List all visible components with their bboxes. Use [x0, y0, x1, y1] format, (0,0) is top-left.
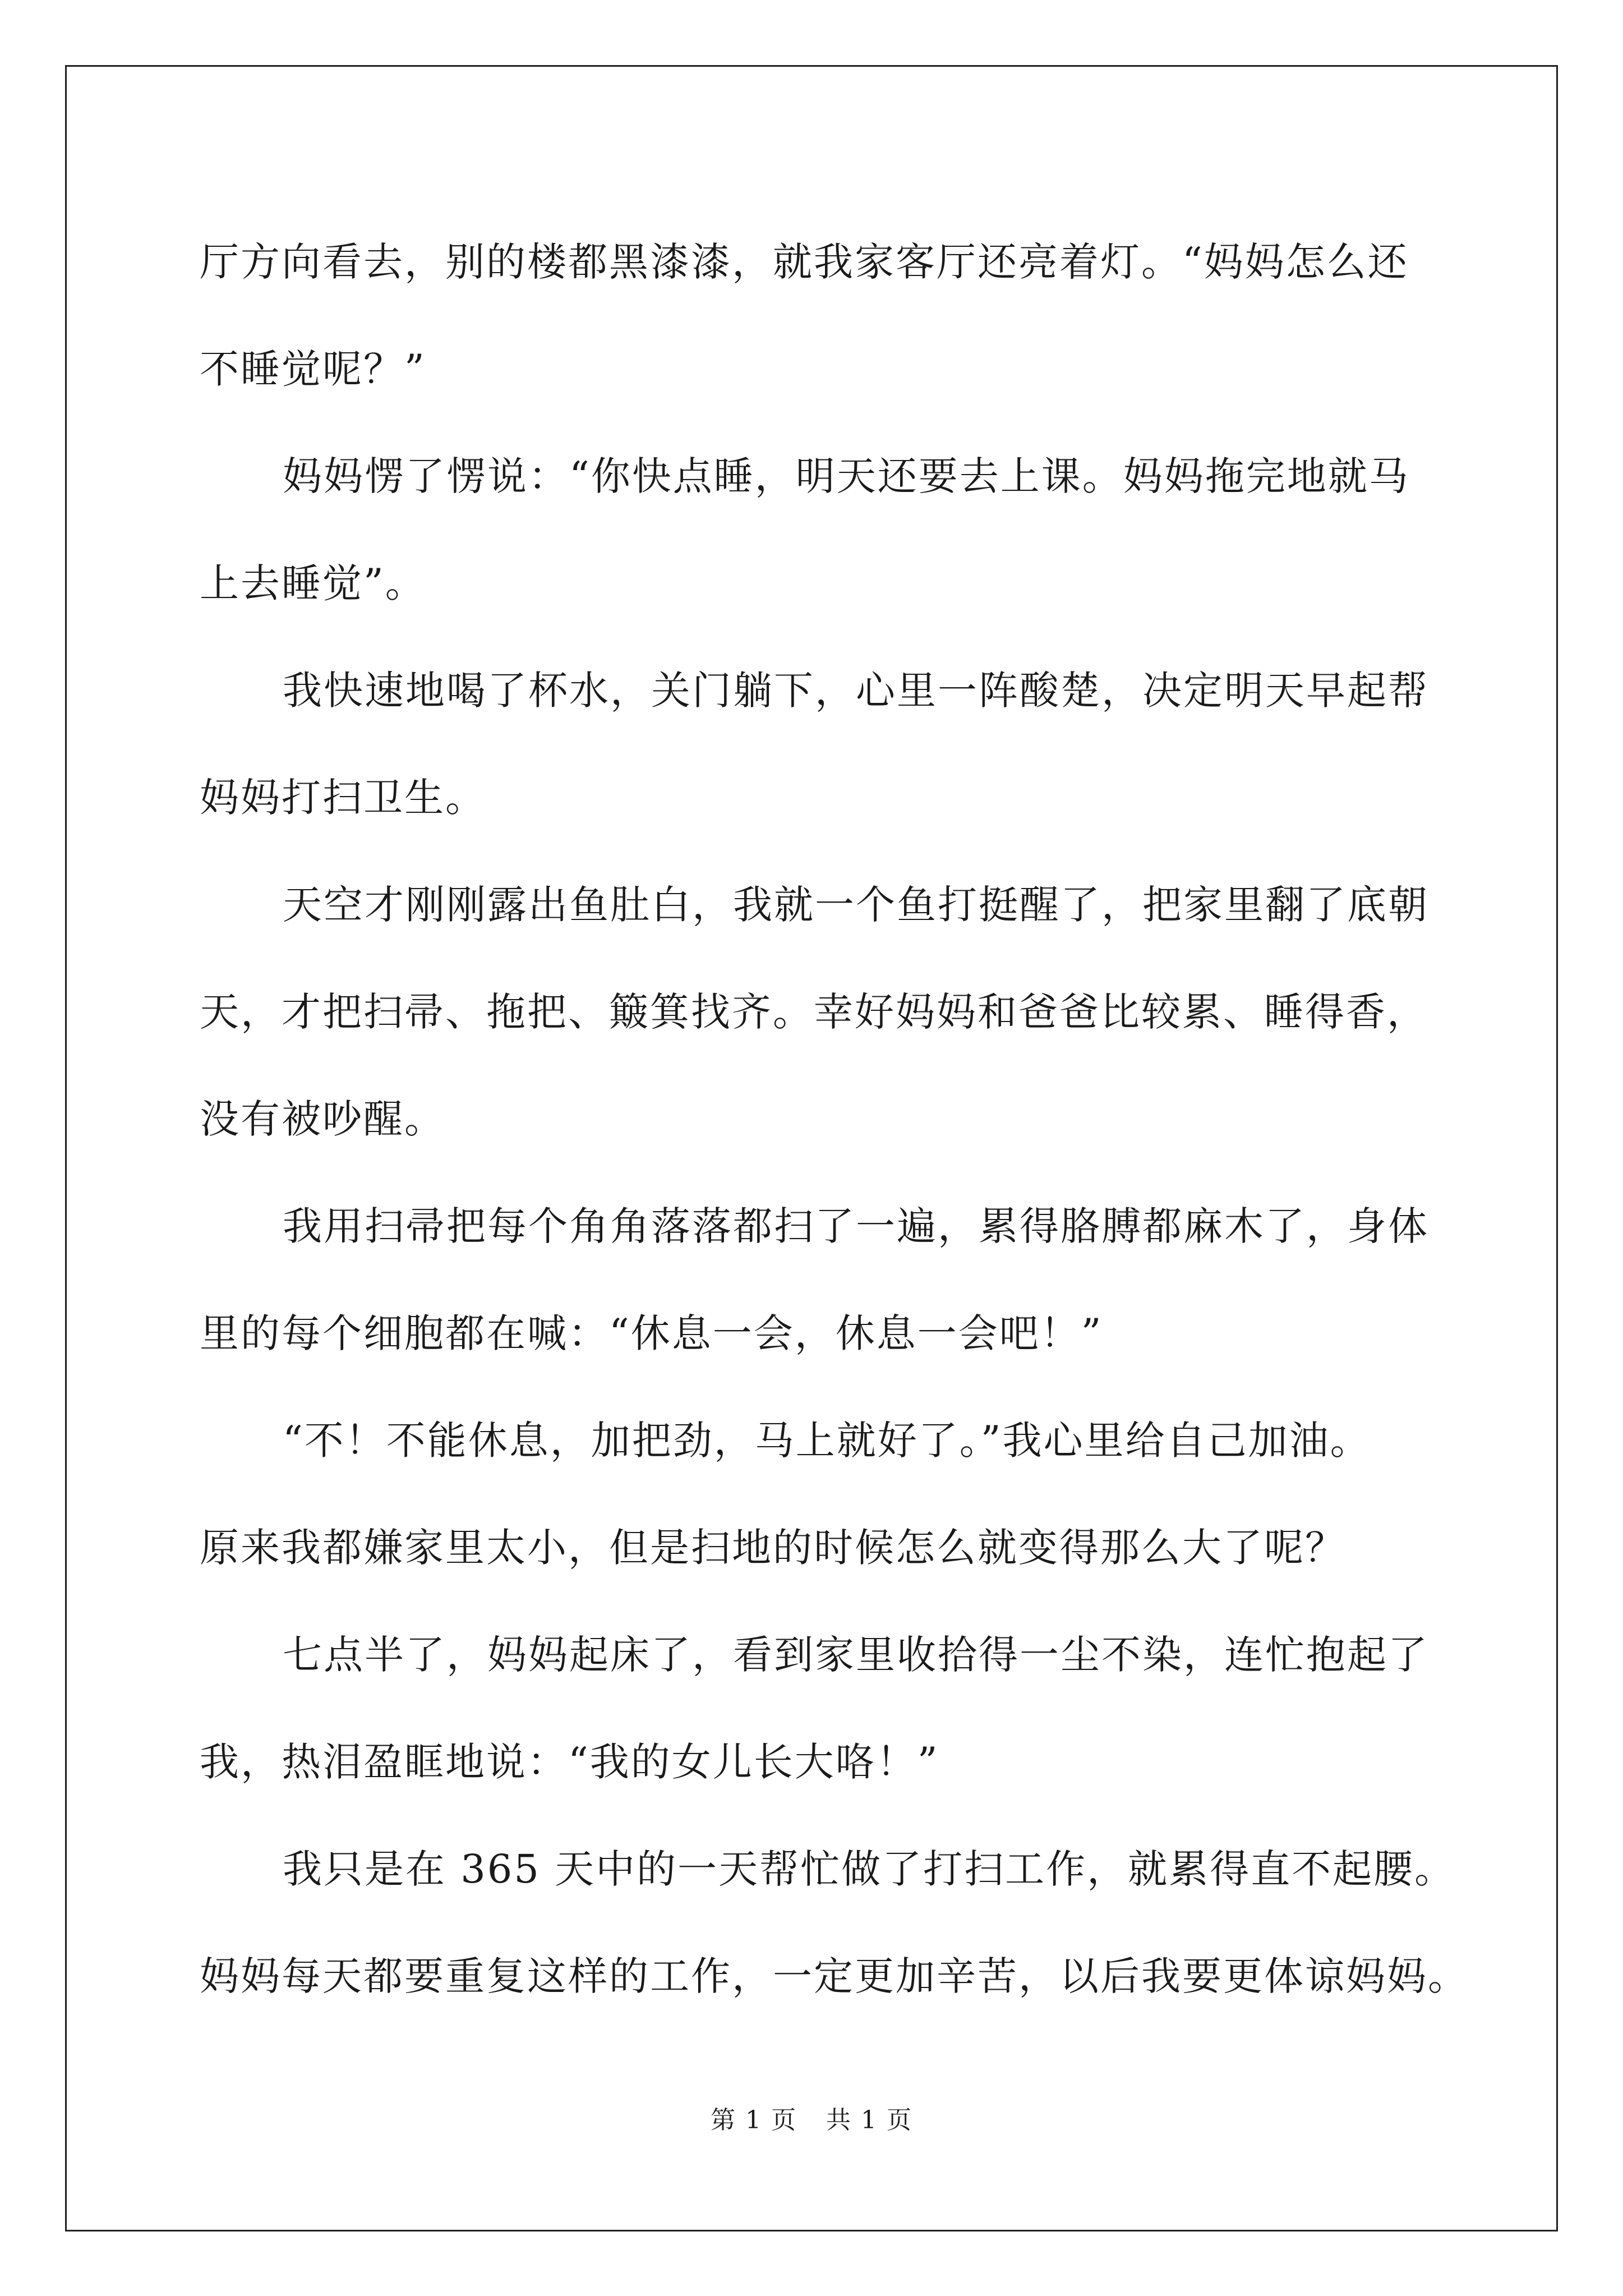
paragraph — [200, 1387, 1439, 1602]
paragraph — [200, 209, 1439, 423]
text-line: 妈妈每天都要重复这样的工作，一定更加辛苦，以后我要更体谅妈妈。 — [200, 1953, 1469, 1999]
text-line: 厅方向看去，别的楼都黑漆漆，就我家客厅还亮着灯。“妈妈怎么还 — [200, 239, 1409, 285]
paragraph — [200, 637, 1439, 852]
text-line: 妈妈愣了愣说：“你快点睡，明天还要去上课。妈妈拖完地就马 — [283, 453, 1410, 499]
paragraph — [200, 1173, 1439, 1387]
paragraph — [200, 423, 1439, 637]
text-line: 原来我都嫌家里太小，但是扫地的时候怎么就变得那么大了呢？ — [200, 1525, 1346, 1571]
page-number: 第 1 页 — [711, 2106, 797, 2134]
page-total: 共 1 页 — [826, 2106, 912, 2134]
text-line: 七点半了，妈妈起床了，看到家里收拾得一尘不染，连忙抱起了 — [283, 1632, 1429, 1678]
page-footer — [0, 2104, 1623, 2137]
text-line: 我用扫帚把每个角角落落都扫了一遍，累得胳膊都麻木了，身体 — [283, 1203, 1429, 1249]
text-line: 天空才刚刚露出鱼肚白，我就一个鱼打挺醒了，把家里翻了底朝 — [283, 882, 1429, 928]
text-line: 我只是在 365 天中的一天帮忙做了打扫工作，就累得直不起腰。 — [283, 1846, 1456, 1892]
document-body — [200, 209, 1469, 2030]
text-line: 上去睡觉”。 — [200, 560, 426, 606]
paragraph — [200, 1816, 1469, 2030]
text-line: 天，才把扫帚、拖把、簸箕找齐。幸好妈妈和爸爸比较累、睡得香， — [200, 989, 1428, 1035]
paragraph — [200, 1602, 1439, 1816]
text-line: 我，热泪盈眶地说：“我的女儿长大咯！” — [200, 1739, 939, 1785]
text-line: “不！不能休息，加把劲，马上就好了。”我心里给自己加油。 — [283, 1418, 1371, 1464]
text-line: 妈妈打扫卫生。 — [200, 775, 486, 821]
text-line: 我快速地喝了杯水，关门躺下，心里一阵酸楚，决定明天早起帮 — [283, 668, 1429, 714]
text-line: 没有被吵醒。 — [200, 1096, 445, 1142]
text-line: 里的每个细胞都在喊：“休息一会，休息一会吧！” — [200, 1310, 1103, 1356]
paragraph — [200, 852, 1439, 1173]
text-line: 不睡觉呢？” — [200, 346, 426, 392]
